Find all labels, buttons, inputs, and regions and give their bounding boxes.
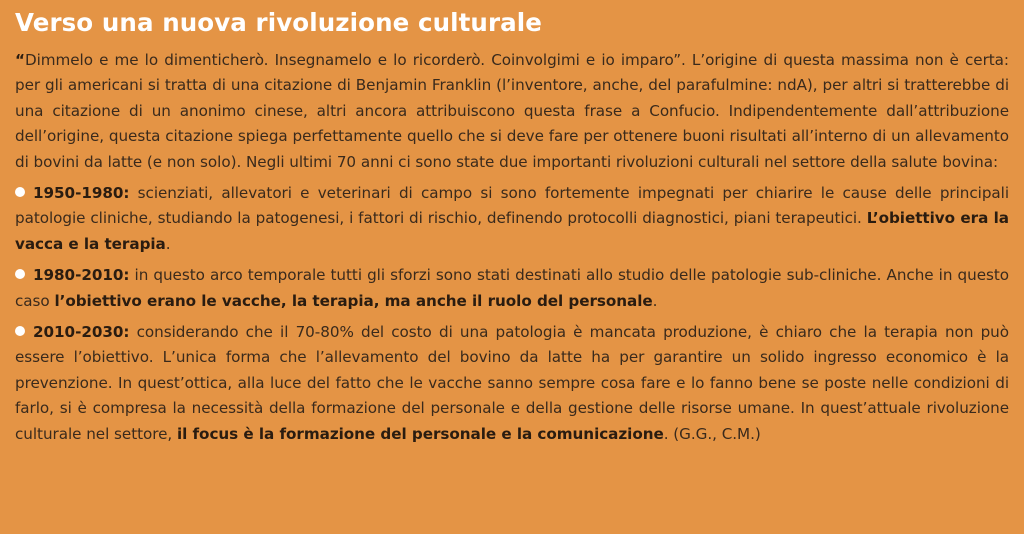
period-highlight: L’obiettivo era la vacca e la terapia <box>15 209 1009 253</box>
period-highlight: l’obiettivo erano le vacche, la terapia, ma anche il ruolo del personale <box>54 291 653 310</box>
timeline-item-2010-2030 <box>15 320 1009 447</box>
period-label: 2010-2030: <box>33 323 130 342</box>
period-label: 1950-1980: <box>33 184 130 203</box>
intro-text: Dimmelo e me lo dimenticherò. Insegnamelo e lo ricorderò. Coinvolgimi e io imparo”. L’origine di questa massima non è certa: per gli americani si tratta di una citazione di Benjamin Franklin (l’inventore, anche, del parafulmine: ndA), per altri si tratterebbe di una citazione di un anonimo cinese, altri ancora attribuiscono questa frase a Confucio. Indipendentemente dall’attribuzione dell’origine, questa citazione spiega perfettamente quello che si deve fare per ottenere buoni risultati all’interno di un allevamento di bovini da latte (e non solo). Negli ultimi 70 anni ci sono state due importanti rivoluzioni culturali nel settore della salute bovina: <box>15 51 1009 171</box>
timeline-list <box>15 181 1009 447</box>
bullet-dot-icon <box>15 269 25 279</box>
period-tail: . <box>165 234 171 253</box>
open-quote: “ <box>15 51 25 69</box>
article-title: Verso una nuova rivoluzione culturale <box>15 8 543 37</box>
period-text: scienziati, allevatori e veterinari di campo si sono fortemente impegnati per chiarire le cause delle principali patologie cliniche, studiando la patogenesi, i fattori di rischio, definendo protocolli diagnostici, piani terapeutici. <box>15 184 1009 228</box>
period-text: considerando che il 70-80% del costo di una patologia è mancata produzione, è chiaro che la terapia non può essere l’obiettivo. L’unica forma che l’allevamento del bovino da latte ha per garantire un solido ingresso economico è la prevenzione. In quest’ottica, alla luce del fatto che le vacche sanno sempre cosa fare e lo fanno bene se poste nelle condizioni di farlo, si è compresa la necessità della formazione del personale e della gestione delle risorse umane. In quest’attuale rivoluzione culturale nel settore, <box>15 323 1009 443</box>
article-body <box>15 48 1009 447</box>
bullet-dot-icon <box>15 187 25 197</box>
bullet-dot-icon <box>15 326 25 336</box>
period-tail: . (G.G., C.M.) <box>663 424 761 443</box>
period-text: in questo arco temporale tutti gli sforzi sono stati destinati allo studio delle patologie sub-cliniche. Anche in questo caso <box>15 266 1009 310</box>
period-tail: . <box>652 291 658 310</box>
period-highlight: il focus è la formazione del personale e la comunicazione <box>176 424 664 443</box>
timeline-item-1950-1980 <box>15 181 1009 257</box>
period-label: 1980-2010: <box>33 266 130 285</box>
intro-paragraph <box>15 48 1009 175</box>
timeline-item-1980-2010 <box>15 263 1009 314</box>
